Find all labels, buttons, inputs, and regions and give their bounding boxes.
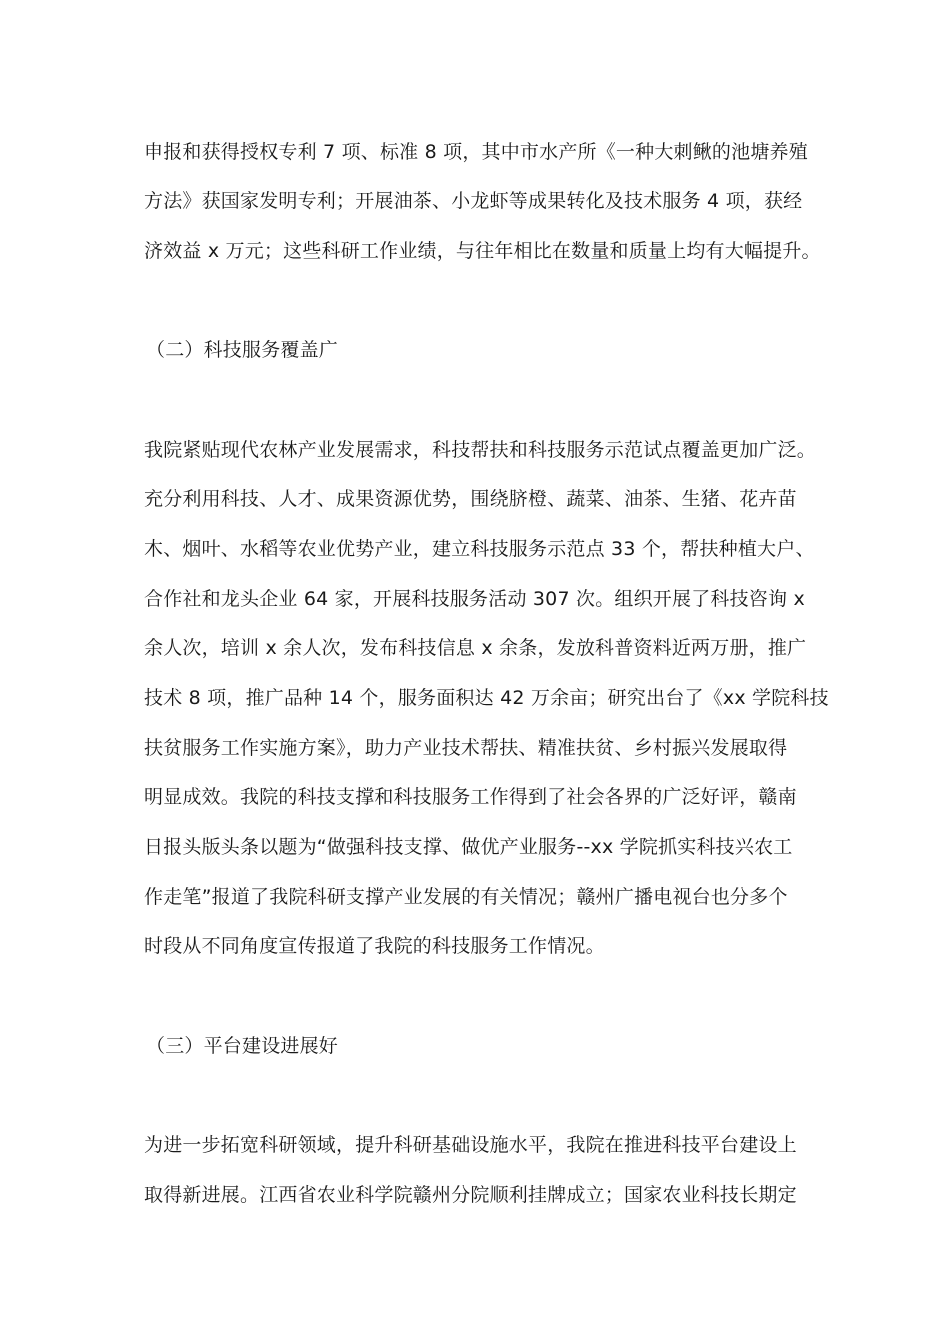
- paragraph-line: 作走笔”报道了我院科研支撑产业发展的有关情况；赣州广播电视台也分多个: [144, 886, 788, 908]
- paragraph-line: 明显成效。我院的科技支撑和科技服务工作得到了社会各界的广泛好评，赣南: [144, 786, 797, 808]
- paragraph-line: 方法》获国家发明专利；开展油茶、小龙虾等成果转化及技术服务 4 项，获经: [144, 190, 803, 212]
- paragraph-line: 日报头版头条以题为“做强科技支撑、做优产业服务--xx 学院抓实科技兴农工: [144, 836, 793, 858]
- paragraph-line: 扶贫服务工作实施方案》，助力产业技术帮扶、精准扶贫、乡村振兴发展取得: [144, 737, 788, 759]
- paragraph-line: 申报和获得授权专利 7 项、标准 8 项，其中市水产所《一种大刺鳅的池塘养殖: [144, 141, 808, 163]
- paragraph-line: 木、烟叶、水稻等农业优势产业，建立科技服务示范点 33 个，帮扶种植大户、: [144, 538, 815, 560]
- paragraph-line: 余人次，培训 x 余人次，发布科技信息 x 余条，发放科普资料近两万册，推广: [144, 637, 807, 659]
- section-heading: （二）科技服务覆盖广: [146, 339, 339, 361]
- section-heading: （三）平台建设进展好: [146, 1035, 339, 1057]
- paragraph-line: 时段从不同角度宣传报道了我院的科技服务工作情况。: [144, 935, 605, 957]
- paragraph-line: 充分利用科技、人才、成果资源优势，围绕脐橙、蔬菜、油茶、生猪、花卉苗: [144, 488, 797, 510]
- paragraph-line: 合作社和龙头企业 64 家，开展科技服务活动 307 次。组织开展了科技咨询 x: [144, 588, 805, 610]
- paragraph-line: 我院紧贴现代农林产业发展需求，科技帮扶和科技服务示范试点覆盖更加广泛。: [144, 439, 817, 461]
- paragraph-line: 技术 8 项，推广品种 14 个，服务面积达 42 万余亩；研究出台了《xx 学院科技: [144, 687, 829, 709]
- paragraph-line: 济效益 x 万元；这些科研工作业绩，与往年相比在数量和质量上均有大幅提升。: [144, 240, 821, 262]
- paragraph-line: 取得新进展。江西省农业科学院赣州分院顺利挂牌成立；国家农业科技长期定: [144, 1184, 797, 1206]
- paragraph-line: 为进一步拓宽科研领域，提升科研基础设施水平，我院在推进科技平台建设上: [144, 1134, 797, 1156]
